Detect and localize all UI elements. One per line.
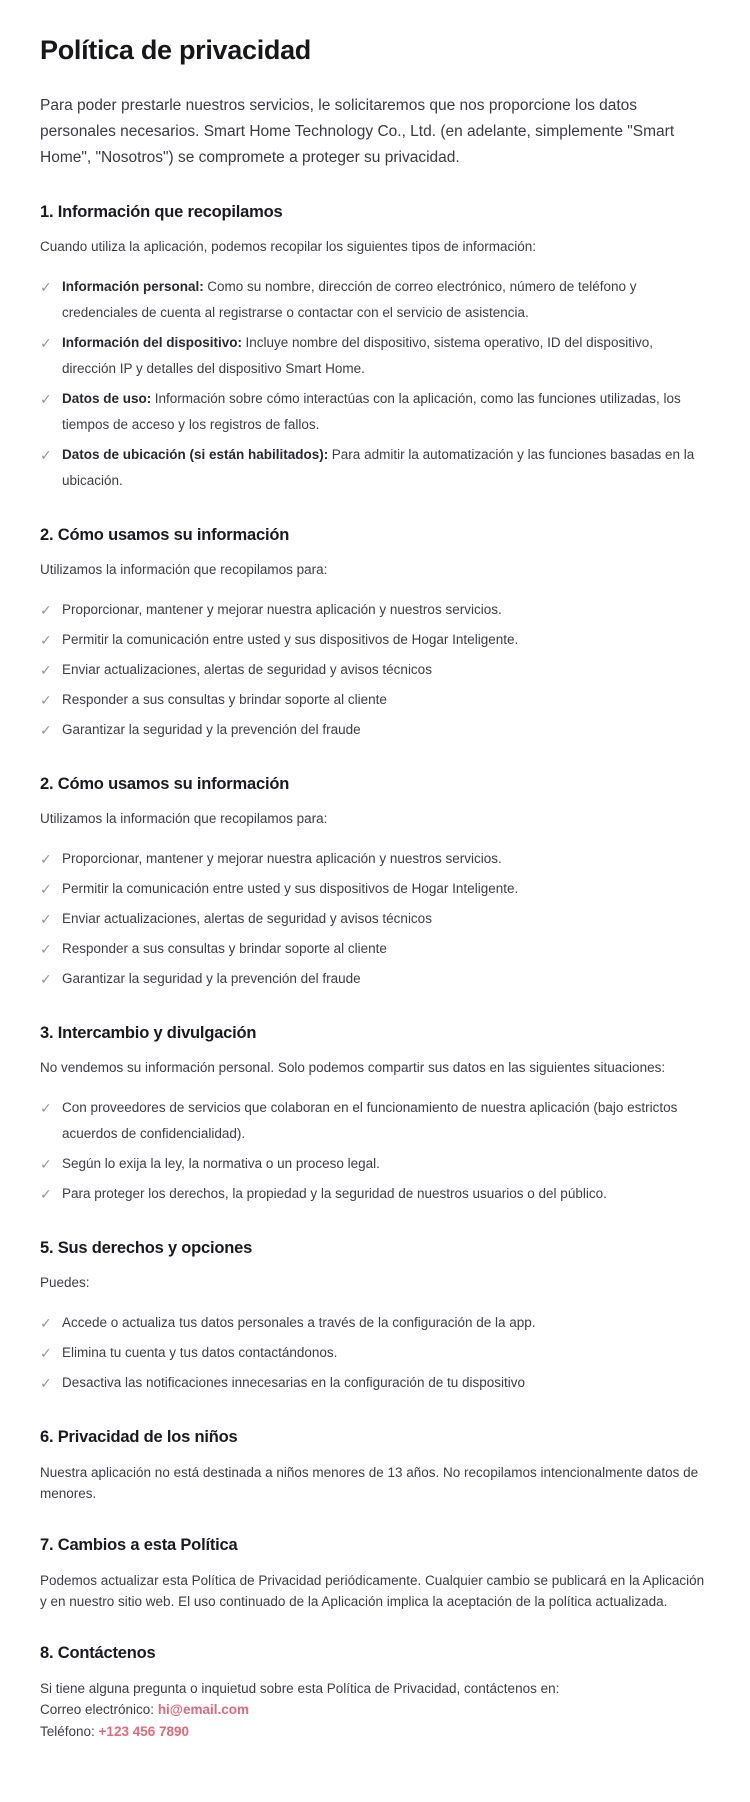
list-item xyxy=(40,1310,710,1336)
section-intro: Utilizamos la información que recopilamos para: xyxy=(40,562,328,577)
check-icon: ✓ xyxy=(40,335,52,351)
list-item xyxy=(40,330,710,382)
check-icon: ✓ xyxy=(40,447,52,463)
list-item-text: Permitir la comunicación entre usted y sus dispositivos de Hogar Inteligente. xyxy=(62,881,519,896)
check-icon: ✓ xyxy=(40,1315,52,1331)
section-intro: Puedes: xyxy=(40,1275,90,1290)
phone-link[interactable]: +123 456 7890 xyxy=(98,1723,190,1739)
list-item xyxy=(40,1181,710,1207)
list-item xyxy=(40,657,710,683)
list-item xyxy=(40,846,710,872)
list-item-text: Como su nombre, dirección de correo electrónico, número de teléfono y credenciales de cuenta al registrarse o contactar con el servicio de asistencia. xyxy=(62,279,637,320)
list-item xyxy=(40,386,710,438)
list-item xyxy=(40,936,710,962)
check-list xyxy=(40,846,710,992)
policy-section xyxy=(40,201,710,494)
list-item xyxy=(40,442,710,494)
list-item-text: Con proveedores de servicios que colaboran en el funcionamiento de nuestra aplicación (bajo estrictos acuerdos de confidencialidad). xyxy=(62,1100,678,1141)
check-list xyxy=(40,1095,710,1207)
list-item xyxy=(40,876,710,902)
section-heading: 2. Cómo usamos su información xyxy=(40,526,290,544)
list-item xyxy=(40,1151,710,1177)
section-heading: 2. Cómo usamos su información xyxy=(40,775,290,793)
section-heading: 3. Intercambio y divulgación xyxy=(40,1024,257,1042)
page-title: Política de privacidad xyxy=(40,35,311,65)
list-item xyxy=(40,906,710,932)
list-item-text: Enviar actualizaciones, alertas de seguridad y avisos técnicos xyxy=(62,662,432,677)
section-heading: 8. Contáctenos xyxy=(40,1644,156,1662)
list-item-text: Para proteger los derechos, la propiedad y la seguridad de nuestros usuarios o del público. xyxy=(62,1186,607,1201)
policy-section xyxy=(40,1022,710,1207)
check-list xyxy=(40,274,710,494)
section-intro: Utilizamos la información que recopilamos para: xyxy=(40,811,328,826)
list-item-text: Información sobre cómo interactúas con la aplicación, como las funciones utilizadas, los tiempos de acceso y los registros de fallos. xyxy=(62,391,681,432)
list-item-bold-label: Datos de ubicación (si están habilitados): xyxy=(62,447,329,462)
contact-email-label: Correo electrónico: xyxy=(40,1702,158,1717)
list-item-text: Permitir la comunicación entre usted y sus dispositivos de Hogar Inteligente. xyxy=(62,632,519,647)
section-heading: 7. Cambios a esta Política xyxy=(40,1536,238,1554)
policy-section xyxy=(40,1426,710,1504)
list-item-text: Enviar actualizaciones, alertas de seguridad y avisos técnicos xyxy=(62,911,432,926)
list-item xyxy=(40,1340,710,1366)
check-icon: ✓ xyxy=(40,1100,52,1116)
list-item xyxy=(40,627,710,653)
list-item-text: Proporcionar, mantener y mejorar nuestra aplicación y nuestros servicios. xyxy=(62,602,502,617)
list-item-text: Responder a sus consultas y brindar soporte al cliente xyxy=(62,692,387,707)
section-paragraph: Nuestra aplicación no está destinada a niños menores de 13 años. No recopilamos intencionalmente datos de menores. xyxy=(40,1465,699,1501)
list-item-text: Incluye nombre del dispositivo, sistema operativo, ID del dispositivo, dirección IP y detalles del dispositivo Smart Home. xyxy=(62,335,653,376)
check-icon: ✓ xyxy=(40,1186,52,1202)
check-icon: ✓ xyxy=(40,391,52,407)
list-item xyxy=(40,1370,710,1396)
policy-section xyxy=(40,1237,710,1396)
list-item-bold-label: Datos de uso: xyxy=(62,391,152,406)
section-paragraph: Si tiene alguna pregunta o inquietud sobre esta Política de Privacidad, contáctenos en: xyxy=(40,1681,560,1696)
list-item-text: Responder a sus consultas y brindar soporte al cliente xyxy=(62,941,387,956)
list-item xyxy=(40,966,710,992)
list-item xyxy=(40,687,710,713)
list-item xyxy=(40,274,710,326)
check-icon: ✓ xyxy=(40,1345,52,1361)
list-item-text: Elimina tu cuenta y tus datos contactándonos. xyxy=(62,1345,338,1360)
contact-phone-line xyxy=(40,1721,710,1743)
check-icon: ✓ xyxy=(40,692,52,708)
list-item xyxy=(40,1095,710,1147)
list-item xyxy=(40,597,710,623)
check-list xyxy=(40,1310,710,1396)
check-icon: ✓ xyxy=(40,1375,52,1391)
list-item-text: Para admitir la automatización y las funciones basadas en la ubicación. xyxy=(62,447,695,488)
section-intro: Cuando utiliza la aplicación, podemos recopilar los siguientes tipos de información: xyxy=(40,239,537,254)
policy-section xyxy=(40,773,710,992)
sections xyxy=(40,201,710,1742)
section-paragraph: Podemos actualizar esta Política de Privacidad periódicamente. Cualquier cambio se publicará en la Aplicación y en nuestro sitio web. El uso continuado de la Aplicación implica la aceptación de la política actualizada. xyxy=(40,1573,705,1609)
section-heading: 6. Privacidad de los niños xyxy=(40,1428,238,1446)
check-icon: ✓ xyxy=(40,851,52,867)
list-item-text: Según lo exija la ley, la normativa o un proceso legal. xyxy=(62,1156,380,1171)
list-item-bold-label: Información del dispositivo: xyxy=(62,335,243,350)
contact-phone-label: Teléfono: xyxy=(40,1723,99,1739)
check-icon: ✓ xyxy=(40,632,52,648)
section-heading: 5. Sus derechos y opciones xyxy=(40,1239,253,1257)
check-icon: ✓ xyxy=(40,881,52,897)
check-icon: ✓ xyxy=(40,971,52,987)
list-item-text: Accede o actualiza tus datos personales a través de la configuración de la app. xyxy=(62,1315,536,1330)
section-intro: No vendemos su información personal. Solo podemos compartir sus datos en las siguientes situaciones: xyxy=(40,1060,666,1075)
intro-paragraph: Para poder prestarle nuestros servicios, le solicitaremos que nos proporcione los datos personales necesarios. Smart Home Technology Co., Ltd. (en adelante, simplemente "Smart Home", "Nosotros") se compromete a proteger su privacidad. xyxy=(40,97,675,166)
list-item-text: Desactiva las notificaciones innecesarias en la configuración de tu dispositivo xyxy=(62,1375,526,1390)
list-item-text: Garantizar la seguridad y la prevención del fraude xyxy=(62,971,361,986)
list-item xyxy=(40,717,710,743)
list-item-text: Proporcionar, mantener y mejorar nuestra aplicación y nuestros servicios. xyxy=(62,851,502,866)
check-icon: ✓ xyxy=(40,1156,52,1172)
check-icon: ✓ xyxy=(40,941,52,957)
list-item-text: Garantizar la seguridad y la prevención del fraude xyxy=(62,722,361,737)
policy-section xyxy=(40,1642,710,1742)
check-icon: ✓ xyxy=(40,602,52,618)
check-list xyxy=(40,597,710,743)
list-item-bold-label: Información personal: xyxy=(62,279,204,294)
policy-section xyxy=(40,1534,710,1612)
policy-section xyxy=(40,524,710,743)
contact-email-line xyxy=(40,1699,710,1721)
check-icon: ✓ xyxy=(40,662,52,678)
section-heading: 1. Información que recopilamos xyxy=(40,203,283,221)
check-icon: ✓ xyxy=(40,279,52,295)
email-link[interactable]: hi@email.com xyxy=(157,1702,250,1717)
check-icon: ✓ xyxy=(40,911,52,927)
check-icon: ✓ xyxy=(40,722,52,738)
